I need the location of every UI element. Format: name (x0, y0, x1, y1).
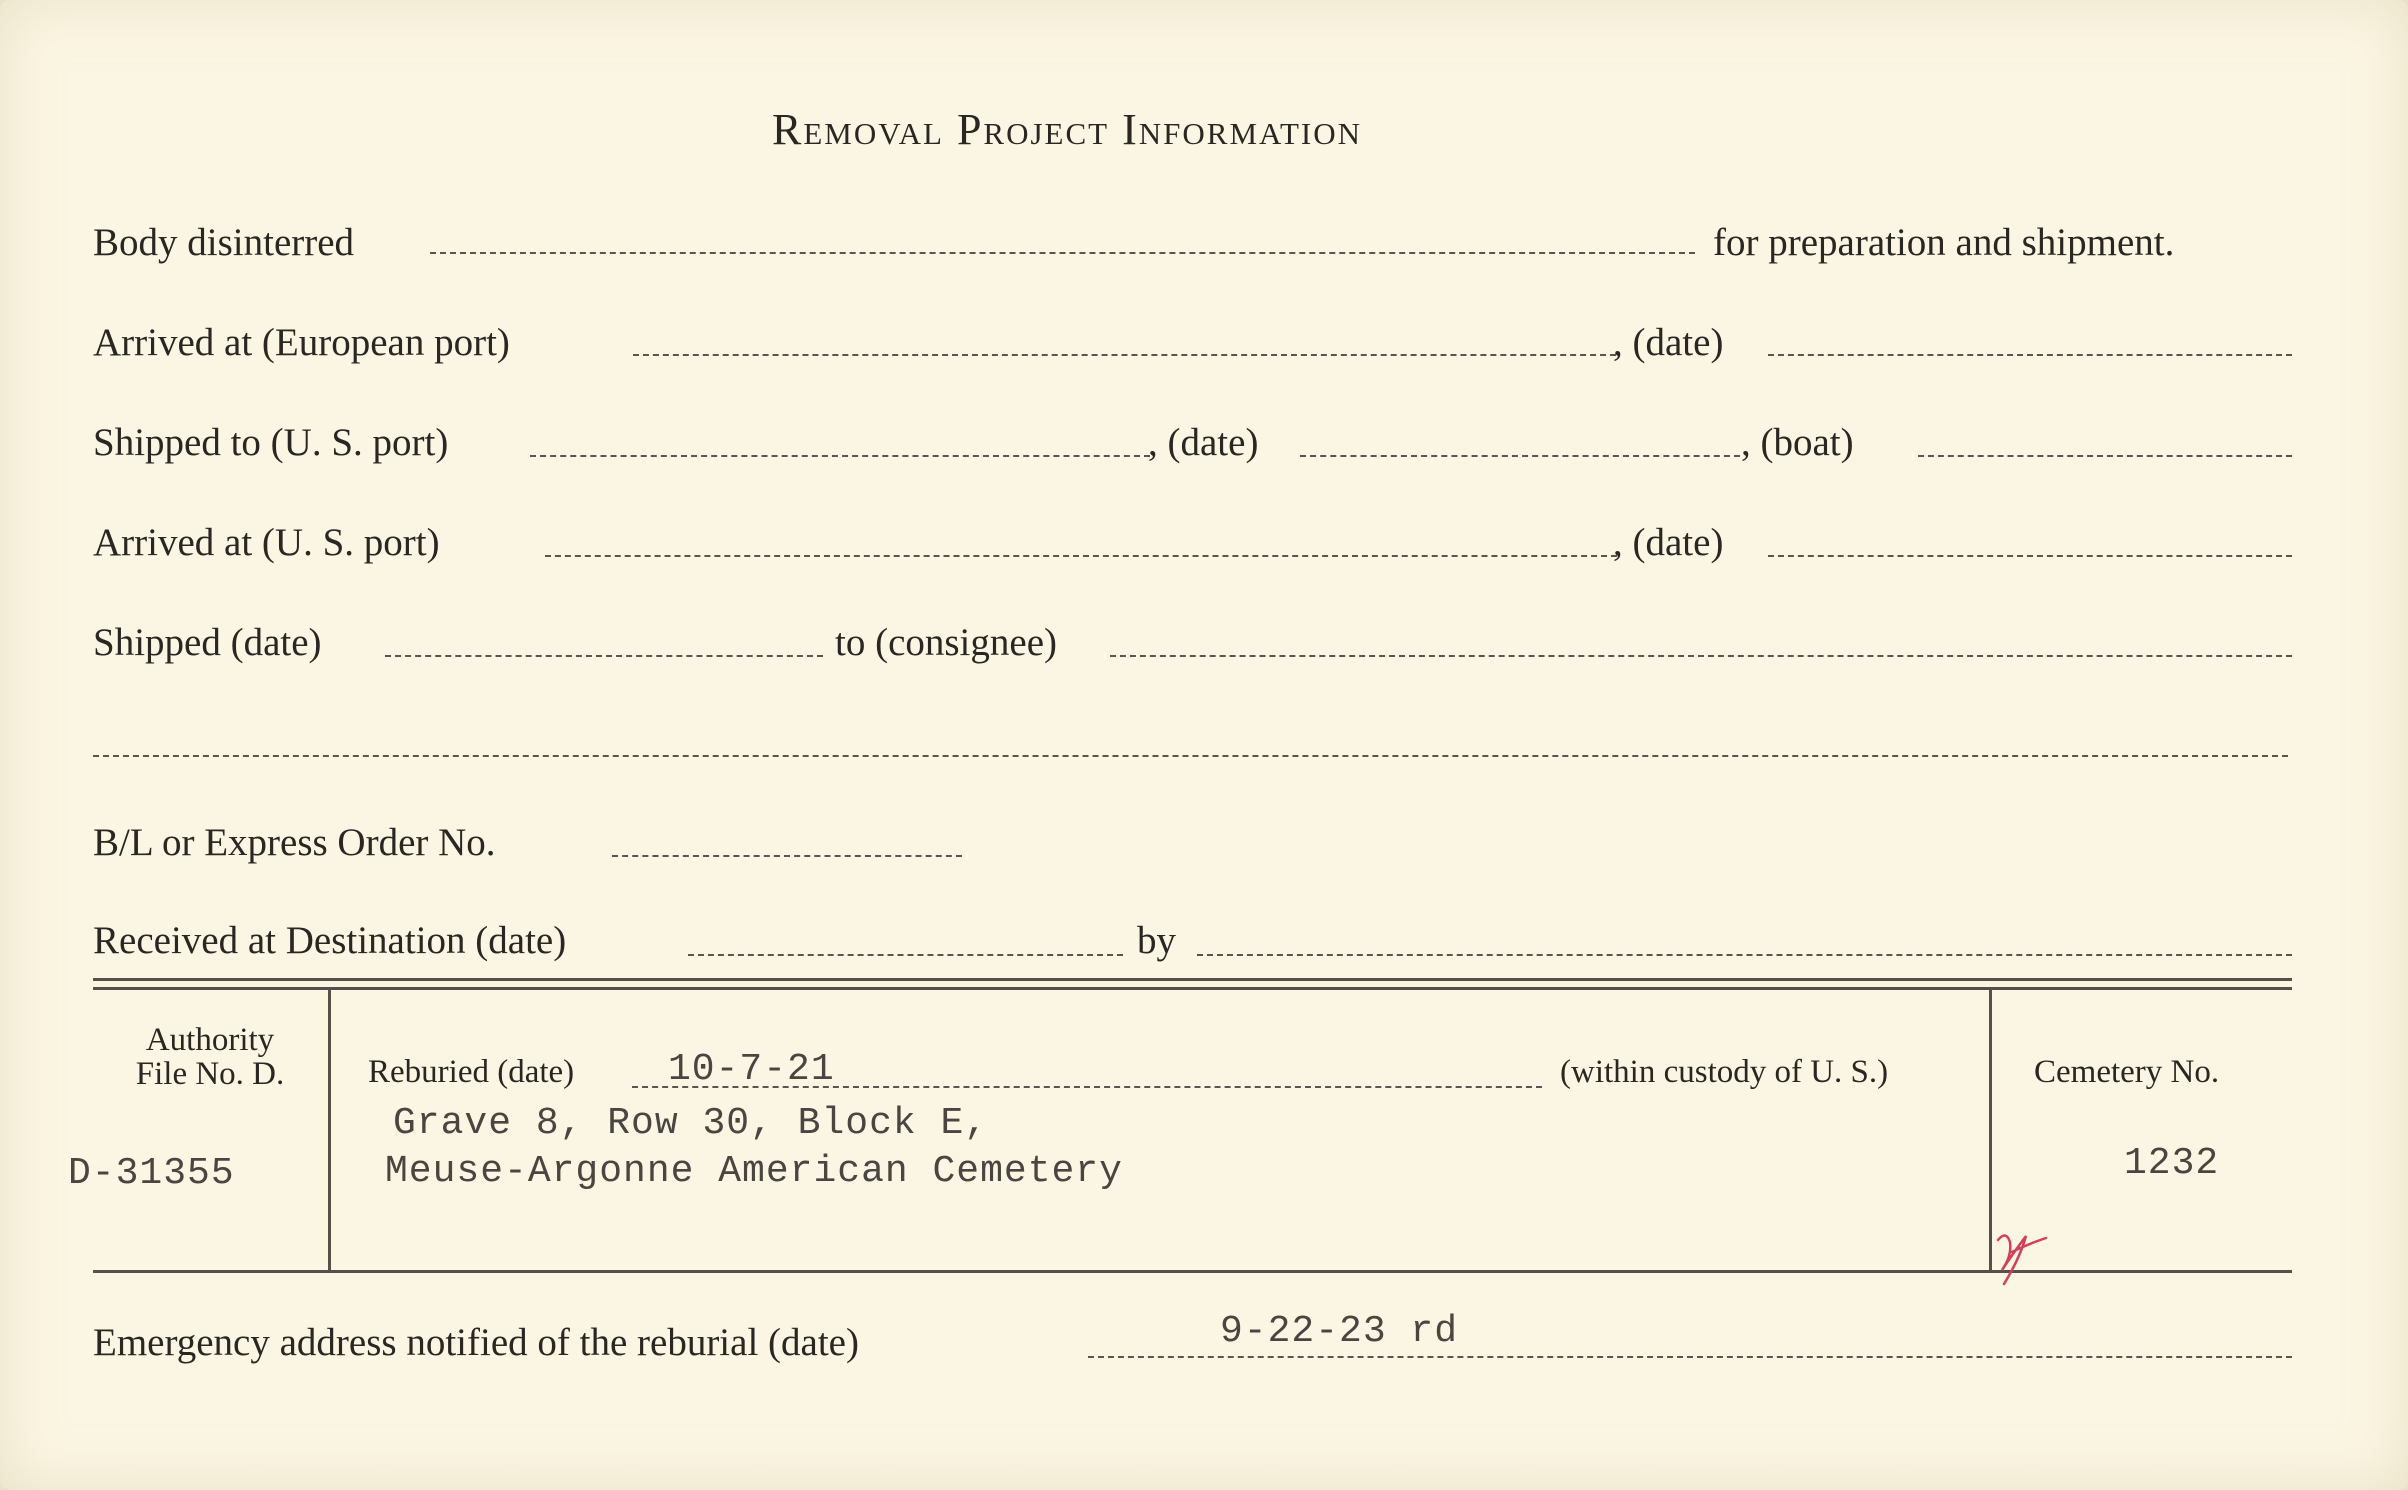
shipped-us-port-label: Shipped to (U. S. port) (93, 421, 449, 464)
received-by-field (1197, 954, 2292, 956)
consignee-continuation-field (93, 755, 2288, 757)
authority-file-number: D-31355 (68, 1152, 235, 1195)
cemetery-number-label: Cemetery No. (2034, 1054, 2220, 1090)
red-pencil-check-mark (1992, 1222, 2052, 1294)
file-no-label: File No. D. (135, 1056, 285, 1092)
shipped-us-port-field (530, 455, 1150, 457)
received-date-field (688, 954, 1123, 956)
shipped-us-boat-field (1918, 455, 2292, 457)
section-divider-top (93, 978, 2292, 981)
body-disinterred-suffix: for preparation and shipment. (1713, 221, 2175, 264)
emergency-address-label: Emergency address notified of the reburial (date) (93, 1321, 859, 1364)
received-destination-label: Received at Destination (date) (93, 919, 567, 962)
arrived-european-port-label: Arrived at (European port) (93, 321, 510, 364)
received-by-label: by (1137, 919, 1176, 962)
shipped-us-date-field (1300, 455, 1740, 457)
arrived-european-date-label: , (date) (1613, 321, 1724, 364)
reburied-date-label: Reburied (date) (368, 1054, 575, 1090)
consignee-field (1110, 655, 2292, 657)
authority-label: Authority (145, 1022, 275, 1058)
card-title: Removal Project Information (772, 105, 1362, 154)
shipped-date-field (385, 655, 823, 657)
section-bottom-rule (93, 1270, 2292, 1273)
shipped-us-boat-label: , (boat) (1741, 421, 1854, 464)
section-divider-bottom (93, 987, 2292, 990)
shipped-us-date-label: , (date) (1148, 421, 1259, 464)
bl-order-label: B/L or Express Order No. (93, 821, 496, 864)
arrived-european-port-field (633, 354, 1616, 356)
emergency-date-field (1088, 1356, 2292, 1358)
body-disinterred-field (430, 252, 1695, 254)
authority-divider (328, 990, 331, 1270)
consignee-label: to (consignee) (835, 621, 1058, 664)
grave-location-line1: Grave 8, Row 30, Block E, (393, 1102, 989, 1145)
arrived-us-port-field (545, 555, 1617, 557)
arrived-us-port-label: Arrived at (U. S. port) (93, 521, 440, 564)
bl-order-field (612, 855, 962, 857)
arrived-european-date-field (1768, 354, 2292, 356)
emergency-date-value: 9-22-23 rd (1220, 1310, 1459, 1353)
custody-label: (within custody of U. S.) (1560, 1054, 1889, 1090)
arrived-us-date-field (1768, 555, 2292, 557)
body-disinterred-label: Body disinterred (93, 221, 355, 264)
shipped-date-label: Shipped (date) (93, 621, 322, 664)
cemetery-number-value: 1232 (2124, 1142, 2220, 1185)
reburied-date-value: 10-7-21 (668, 1048, 835, 1091)
grave-location-line2: Meuse-Argonne American Cemetery (385, 1150, 1123, 1193)
arrived-us-date-label: , (date) (1613, 521, 1724, 564)
